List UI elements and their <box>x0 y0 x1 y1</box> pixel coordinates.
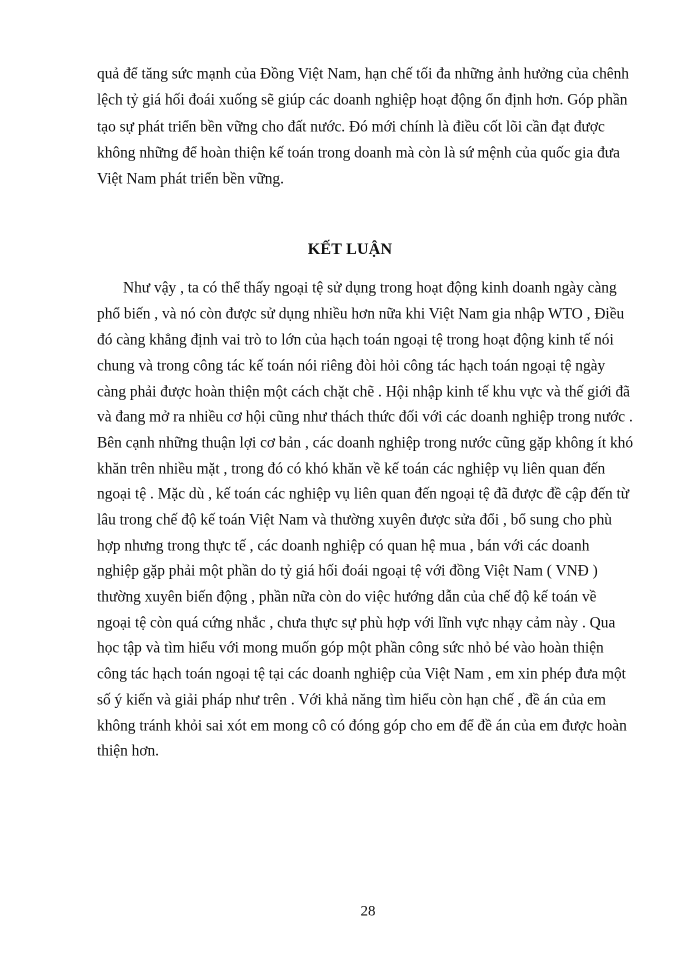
conclusion-line-13: thường xuyên biến động , phần nữa còn do việc hướng dẫn của chế độ kế toán về <box>97 588 597 606</box>
section-heading: KẾT LUẬN <box>307 241 393 258</box>
intro-line-1: quả để tăng sức mạnh của Đồng Việt Nam, hạn chế tối đa những ảnh hưởng của chênh <box>97 65 629 83</box>
conclusion-line-10: lâu trong chế độ kế toán Việt Nam và thường xuyên được sửa đổi , bổ sung cho phù <box>97 511 612 529</box>
conclusion-line-16: công tác hạch toán ngoại tệ tại các doanh nghiệp của Việt Nam , em xin phép đưa một <box>97 665 626 683</box>
conclusion-line-15: học tập và tìm hiểu với mong muốn góp một phần công sức nhỏ bé vào hoàn thiện <box>97 639 604 657</box>
conclusion-line-19: thiện hơn. <box>97 742 159 760</box>
conclusion-line-11: hợp nhưng trong thực tế , các doanh nghiệp có quan hệ mua , bán với các doanh <box>97 537 590 555</box>
intro-line-5: Việt Nam phát triển bền vững. <box>97 170 284 188</box>
conclusion-line-1: Như vậy , ta có thể thấy ngoại tệ sử dụng trong hoạt động kinh doanh ngày càng <box>123 279 617 297</box>
conclusion-line-7: Bên cạnh những thuận lợi cơ bản , các doanh nghiệp trong nước cũng gặp không ít khó <box>97 434 634 452</box>
intro-line-2: lệch tỷ giá hối đoái xuống sẽ giúp các doanh nghiệp hoạt động ổn định hơn. Góp phần <box>97 91 628 109</box>
conclusion-line-6: và đang mở ra nhiều cơ hội cũng như thách thức đối với các doanh nghiệp trong nước . <box>97 408 633 426</box>
conclusion-line-2: phổ biến , và nó còn được sử dụng nhiều hơn nữa khi Việt Nam gia nhập WTO , Điều <box>97 305 625 323</box>
intro-line-3: tạo sự phát triển bền vững cho đất nước. Đó mới chính là điều cốt lõi cần đạt được <box>97 118 605 136</box>
conclusion-line-12: nghiệp gặp phải một phần do tỷ giá hối đoái ngoại tệ với đồng Việt Nam ( VNĐ ) <box>97 562 598 580</box>
conclusion-line-3: đó càng khẳng định vai trò to lớn của hạch toán ngoại tệ trong hoạt động kinh tế nói <box>97 331 614 349</box>
page-number: 28 <box>360 903 376 920</box>
conclusion-line-8: khăn trên nhiều mặt , trong đó có khó khăn về kế toán các nghiệp vụ liên quan đến <box>97 460 606 478</box>
conclusion-line-18: không tránh khỏi sai xót em mong cô có đóng góp cho em để đề án của em được hoàn <box>97 717 627 735</box>
conclusion-line-4: chung và trong công tác kế toán nói riêng đòi hỏi công tác hạch toán ngoại tệ ngày <box>97 357 606 375</box>
conclusion-line-9: ngoại tệ . Mặc dù , kế toán các nghiệp vụ liên quan đến ngoại tệ đã được đề cập đến từ <box>97 485 630 503</box>
conclusion-line-5: càng phải được hoàn thiện một cách chặt chẽ . Hội nhập kinh tế khu vực và thế giới đã <box>97 383 630 401</box>
intro-line-4: không những để hoàn thiện kế toán trong doanh mà còn là sứ mệnh của quốc gia đưa <box>97 144 620 162</box>
conclusion-line-14: ngoại tệ còn quá cứng nhắc , chưa thực sự phù hợp với lĩnh vực nhạy cảm này . Qua <box>97 614 616 632</box>
conclusion-line-17: số ý kiến và giải pháp như trên . Với khả năng tìm hiểu còn hạn chế , đề án của em <box>97 691 606 709</box>
